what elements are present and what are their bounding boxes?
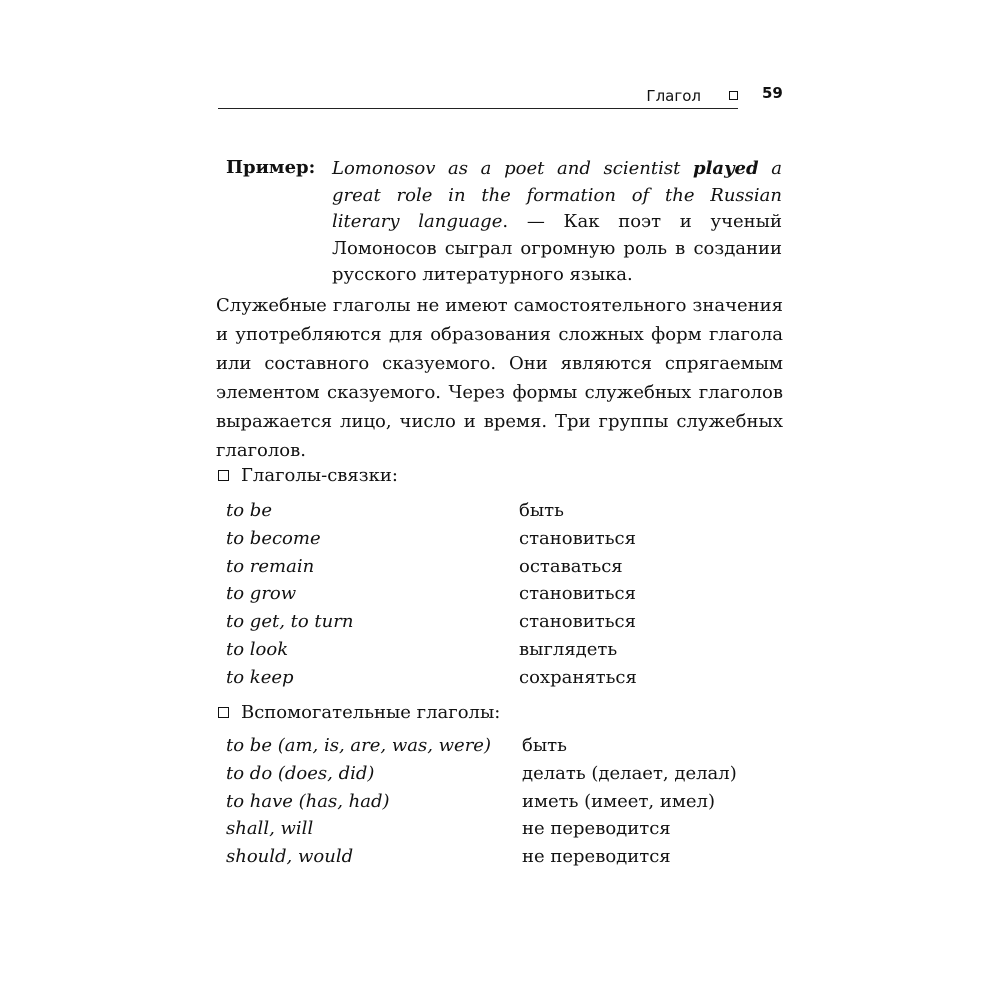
- term-english: to become: [226, 527, 321, 549]
- term-english: to keep: [226, 666, 294, 688]
- section-heading-linking: [218, 465, 398, 486]
- example-russian: . — Как поэт и ученый Ломоносов сыграл огромную роль в создании русского литературного языка.: [332, 211, 783, 285]
- table-row: [226, 611, 786, 639]
- example-text: [332, 156, 782, 289]
- term-russian: не переводится: [522, 818, 671, 840]
- table-row: [226, 735, 786, 763]
- header-square-icon: [729, 91, 738, 100]
- section-heading-auxiliary-label: Вспомогательные глаголы:: [241, 702, 501, 723]
- square-bullet-icon: [218, 707, 229, 718]
- page-number: 59: [762, 84, 783, 102]
- term-russian: иметь (имеет, имел): [522, 790, 715, 812]
- term-english: to look: [226, 638, 289, 660]
- table-row: [226, 791, 786, 819]
- example-english-emphasis: played: [693, 158, 759, 179]
- term-russian: выглядеть: [519, 638, 618, 660]
- term-russian: становиться: [519, 583, 636, 605]
- header-title: Глагол: [646, 87, 701, 105]
- table-row: [226, 528, 786, 556]
- square-bullet-icon: [218, 470, 229, 481]
- auxiliary-verbs-table: [226, 735, 786, 874]
- term-english: to have (has, had): [226, 790, 390, 812]
- term-english: to grow: [226, 583, 297, 605]
- table-row: [226, 556, 786, 584]
- table-row: [226, 667, 786, 695]
- example-english-end: a great role in the formation of the Russian literary language: [332, 158, 782, 232]
- example-label: Пример:: [226, 157, 316, 178]
- term-english: to be: [226, 500, 272, 521]
- linking-verbs-table: [226, 500, 786, 695]
- term-english: shall, will: [226, 818, 314, 840]
- table-row: [226, 818, 786, 846]
- term-english: should, would: [226, 846, 354, 868]
- term-russian: не переводится: [522, 846, 671, 868]
- body-paragraph: Служебные глаголы не имеют самостоятельного значения и употребляются для образования сложных форм глагола или составного сказуемого. Они являются спрягаемым элементом сказуемого. Через формы служебных глаголов выражается лицо, число и время. Три группы служебных глаголов.: [216, 295, 783, 461]
- table-row: [226, 846, 786, 874]
- term-russian: делать (делает, делал): [522, 762, 737, 784]
- term-russian: становиться: [519, 611, 636, 633]
- table-row: [226, 639, 786, 667]
- example-english-start: Lomonosov as a poet and scientist: [332, 158, 693, 179]
- term-russian: оставаться: [519, 555, 623, 577]
- running-header: [218, 80, 738, 109]
- table-row: [226, 583, 786, 611]
- term-english: to get, to turn: [226, 611, 354, 633]
- term-russian: быть: [519, 500, 564, 521]
- table-row: [226, 500, 786, 528]
- section-heading-auxiliary: [218, 702, 500, 723]
- table-row: [226, 763, 786, 791]
- term-russian: быть: [522, 735, 567, 756]
- term-english: to remain: [226, 555, 315, 577]
- term-russian: сохраняться: [519, 666, 637, 688]
- term-english: to do (does, did): [226, 762, 375, 784]
- term-english: to be (am, is, are, was, were): [226, 735, 491, 756]
- section-heading-linking-label: Глаголы-связки:: [241, 465, 398, 486]
- term-russian: становиться: [519, 527, 636, 549]
